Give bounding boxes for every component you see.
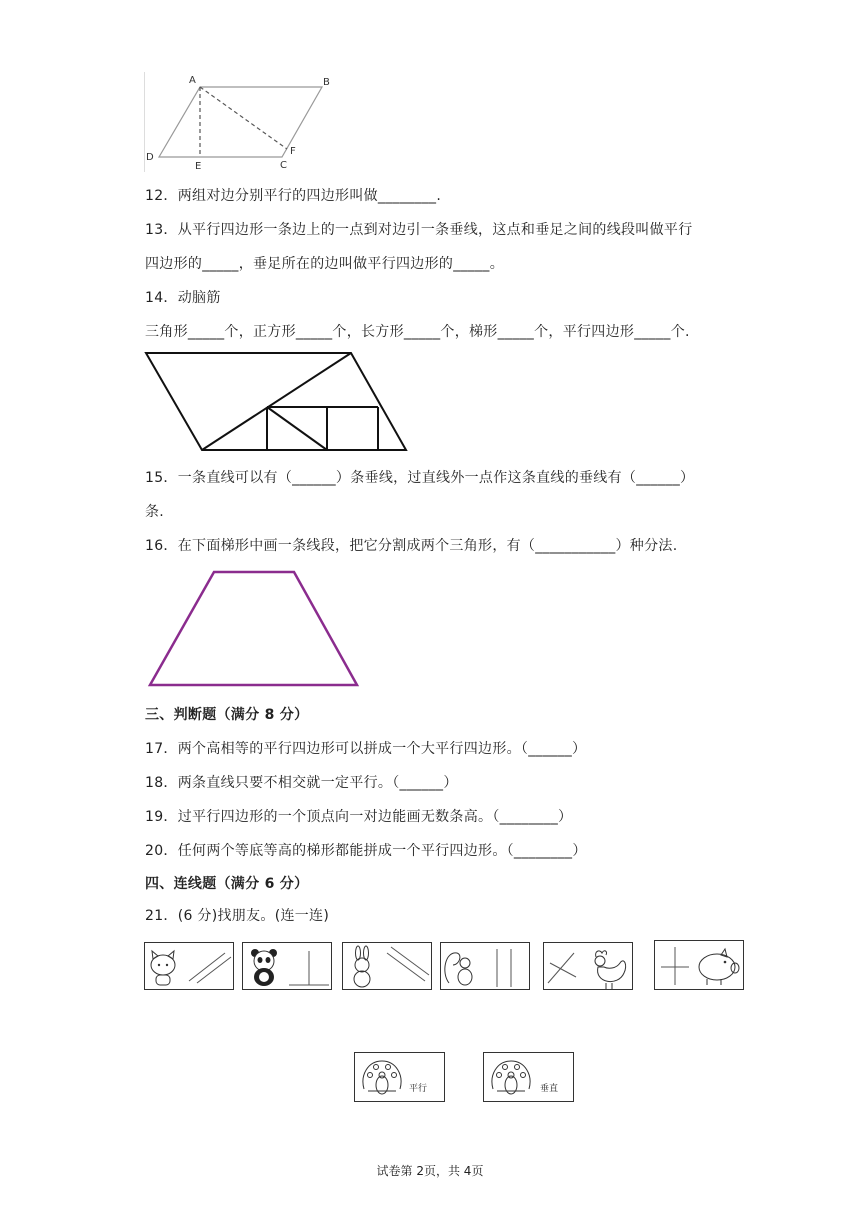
question-14-text: 三角形_____个，正方形_____个，长方形_____个，梯形_____个，平行四边形_____个. <box>145 324 690 340</box>
question-21: 21．(6 分)找朋友。(连一连) <box>145 908 330 924</box>
question-16: 16．在下面梯形中画一条线段，把它分割成两个三角形，有（___________）种分法. <box>145 538 678 554</box>
target-label-parallel: 平行 <box>409 1084 428 1094</box>
section-3-heading: 三、判断题（满分 8 分） <box>145 707 309 723</box>
card-squirrel-parallel[interactable] <box>440 942 530 990</box>
squirrel-icon <box>441 943 529 989</box>
peacock-icon <box>358 1055 408 1101</box>
rabbit-icon <box>343 943 431 989</box>
label-d: D <box>146 152 154 163</box>
card-panda-perpendicular[interactable] <box>242 942 332 990</box>
question-12: 12．两组对边分别平行的四边形叫做________. <box>145 188 442 204</box>
card-rabbit-parallel[interactable] <box>342 942 432 990</box>
section-4-heading: 四、连线题（满分 6 分） <box>145 876 309 892</box>
question-13-line1: 13．从平行四边形一条边上的一点到对边引一条垂线，这点和垂足之间的线段叫做平行 <box>145 222 693 238</box>
shapes-counting-figure <box>140 350 412 454</box>
question-15-line1: 15．一条直线可以有（______）条垂线，过直线外一点作这条直线的垂线有（______） <box>145 470 695 486</box>
parallelogram-figure <box>144 72 334 172</box>
question-13-line2: 四边形的_____，垂足所在的边叫做平行四边形的_____。 <box>145 256 504 272</box>
peacock-icon <box>487 1055 537 1101</box>
trapezoid-figure <box>146 568 362 690</box>
question-19: 19．过平行四边形的一个顶点向一对边能画无数条高。（________） <box>145 809 573 825</box>
pig-icon <box>655 941 743 989</box>
hello-kitty-icon <box>145 943 233 989</box>
rooster-icon <box>544 943 632 989</box>
label-e: E <box>195 161 202 172</box>
question-17: 17．两个高相等的平行四边形可以拼成一个大平行四边形。（______） <box>145 741 587 757</box>
label-b: B <box>323 77 330 88</box>
target-card-perpendicular[interactable] <box>483 1052 574 1102</box>
page-footer: 试卷第 2页，共 4页 <box>376 1164 484 1178</box>
label-c: C <box>280 160 287 171</box>
panda-icon <box>243 943 331 989</box>
card-pig-perpendicular[interactable] <box>654 940 744 990</box>
card-rooster-intersecting[interactable] <box>543 942 633 990</box>
question-20: 20．任何两个等底等高的梯形都能拼成一个平行四边形。（________） <box>145 843 587 859</box>
target-label-perpendicular: 垂直 <box>540 1084 559 1094</box>
question-18: 18．两条直线只要不相交就一定平行。（______） <box>145 775 458 791</box>
question-15-line2: 条. <box>145 504 165 520</box>
target-card-parallel[interactable] <box>354 1052 445 1102</box>
question-14-title: 14．动脑筋 <box>145 290 221 306</box>
card-hello-kitty-parallel[interactable] <box>144 942 234 990</box>
label-f: F <box>290 146 296 157</box>
label-a: A <box>189 75 196 86</box>
